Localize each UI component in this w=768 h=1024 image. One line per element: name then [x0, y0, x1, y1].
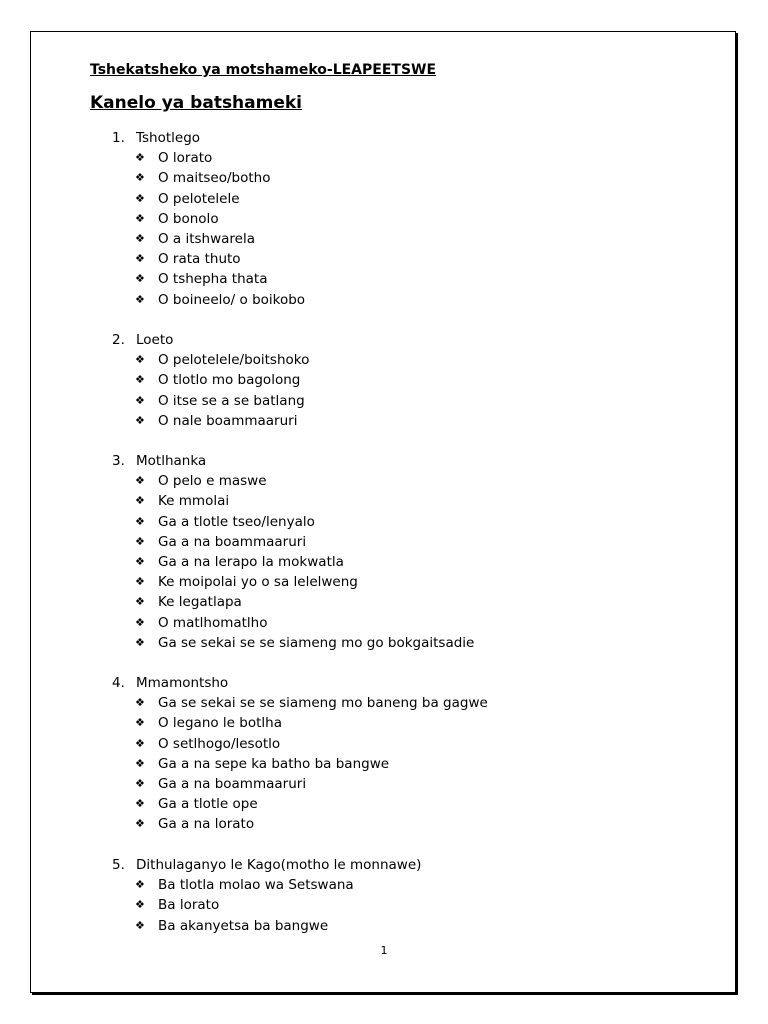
list-item	[112, 592, 474, 612]
diamond-bullet-icon: ❖	[135, 232, 145, 246]
diamond-bullet-icon: ❖	[135, 292, 145, 306]
list-item-text: Ke mmolai	[158, 493, 230, 510]
section-2	[112, 330, 309, 431]
list-item-text: O pelotelele/boitshoko	[158, 352, 310, 369]
diamond-bullet-icon: ❖	[135, 514, 145, 528]
diamond-bullet-icon: ❖	[135, 615, 145, 629]
list-item	[112, 895, 421, 915]
diamond-bullet-icon: ❖	[135, 272, 145, 286]
list-item	[112, 875, 421, 895]
section-title: Loeto	[136, 332, 174, 348]
list-item-text: O legano le botlha	[158, 715, 282, 732]
section-heading	[112, 451, 474, 471]
diamond-bullet-icon: ❖	[135, 191, 145, 205]
diamond-bullet-icon: ❖	[135, 635, 145, 649]
diamond-bullet-icon: ❖	[135, 817, 145, 831]
section-3	[112, 451, 474, 653]
list-item-text: O lorato	[158, 150, 213, 167]
list-item-text: Ga se sekai se se siameng mo baneng ba gagwe	[158, 695, 488, 712]
section-heading	[112, 330, 309, 350]
list-item-text: Ga a na boammaaruri	[158, 533, 307, 550]
list-item-text: Ba tlotla molao wa Setswana	[158, 877, 354, 894]
list-item	[112, 572, 474, 592]
list-item	[112, 350, 309, 370]
list-item	[112, 552, 474, 572]
diamond-bullet-icon: ❖	[135, 555, 145, 569]
list-item-text: O boineelo/ o boikobo	[158, 291, 306, 308]
diamond-bullet-icon: ❖	[135, 575, 145, 589]
list-item	[112, 693, 488, 713]
diamond-bullet-icon: ❖	[135, 898, 145, 912]
diamond-bullet-icon: ❖	[135, 777, 145, 791]
list-item-text: Ba akanyetsa ba bangwe	[158, 917, 329, 934]
diamond-bullet-icon: ❖	[135, 211, 145, 225]
list-item-text: O rata thuto	[158, 251, 241, 268]
list-item	[112, 916, 421, 936]
list-item-text: O pelo e maswe	[158, 473, 267, 490]
list-item	[112, 471, 474, 491]
list-item	[112, 168, 305, 188]
diamond-bullet-icon: ❖	[135, 373, 145, 387]
list-item-text: O tshepha thata	[158, 271, 268, 288]
section-number: 1.	[112, 130, 125, 146]
list-item	[112, 391, 309, 411]
section-4	[112, 673, 488, 835]
diamond-bullet-icon: ❖	[135, 413, 145, 427]
diamond-bullet-icon: ❖	[135, 393, 145, 407]
document-title: Tshekatsheko ya motshameko-LEAPEETSWE	[90, 62, 437, 78]
list-item	[112, 229, 305, 249]
section-heading	[112, 128, 305, 148]
diamond-bullet-icon: ❖	[135, 252, 145, 266]
list-item-text: O bonolo	[158, 210, 219, 227]
list-item	[112, 189, 305, 209]
list-item	[112, 754, 488, 774]
list-item-text: Ga a na sepe ka batho ba bangwe	[158, 755, 390, 772]
section-heading	[112, 855, 421, 875]
list-item-text: Ga a tlotle tseo/lenyalo	[158, 513, 315, 530]
diamond-bullet-icon: ❖	[135, 151, 145, 165]
list-item-text: Ba lorato	[158, 897, 220, 914]
list-item	[112, 269, 305, 289]
diamond-bullet-icon: ❖	[135, 474, 145, 488]
section-title: Dithulaganyo le Kago(motho le monnawe)	[136, 857, 422, 873]
list-item	[112, 491, 474, 511]
list-item-text: Ke moipolai yo o sa lelelweng	[158, 574, 358, 591]
diamond-bullet-icon: ❖	[135, 716, 145, 730]
list-item	[112, 512, 474, 532]
section-title: Tshotlego	[136, 130, 201, 146]
section-number: 4.	[112, 675, 125, 691]
list-item-text: O itse se a se batlang	[158, 392, 305, 409]
list-item-text: Ga a na boammaaruri	[158, 776, 307, 793]
list-item-text: O maitseo/botho	[158, 170, 271, 187]
list-item-text: O setlhogo/lesotlo	[158, 735, 281, 752]
section-number: 5.	[112, 857, 125, 873]
list-item	[112, 734, 488, 754]
list-item	[112, 290, 305, 310]
diamond-bullet-icon: ❖	[135, 595, 145, 609]
diamond-bullet-icon: ❖	[135, 918, 145, 932]
list-item	[112, 249, 305, 269]
list-item	[112, 794, 488, 814]
section-5	[112, 855, 421, 936]
list-item	[112, 613, 474, 633]
list-item-text: O pelotelele	[158, 190, 240, 207]
diamond-bullet-icon: ❖	[135, 756, 145, 770]
list-item-text: O tlotlo mo bagolong	[158, 372, 301, 389]
diamond-bullet-icon: ❖	[135, 534, 145, 548]
diamond-bullet-icon: ❖	[135, 494, 145, 508]
page-number: 1	[380, 944, 388, 957]
section-title: Motlhanka	[136, 453, 207, 469]
list-item	[112, 713, 488, 733]
section-title: Mmamontsho	[136, 675, 229, 691]
section-1	[112, 128, 305, 310]
list-item-text: O matlhomatlho	[158, 614, 268, 631]
list-item-text: O nale boammaaruri	[158, 412, 298, 429]
diamond-bullet-icon: ❖	[135, 797, 145, 811]
list-item	[112, 411, 309, 431]
list-item	[112, 774, 488, 794]
document-subtitle: Kanelo ya batshameki	[90, 93, 303, 113]
diamond-bullet-icon: ❖	[135, 696, 145, 710]
list-item	[112, 148, 305, 168]
list-item	[112, 209, 305, 229]
list-item-text: O a itshwarela	[158, 231, 256, 248]
diamond-bullet-icon: ❖	[135, 736, 145, 750]
list-item	[112, 814, 488, 834]
list-item-text: Ga a tlotle ope	[158, 796, 258, 813]
section-number: 2.	[112, 332, 125, 348]
list-item	[112, 370, 309, 390]
list-item	[112, 633, 474, 653]
diamond-bullet-icon: ❖	[135, 353, 145, 367]
list-item	[112, 532, 474, 552]
list-item-text: Ga a na lerapo la mokwatla	[158, 554, 344, 571]
list-item-text: Ga a na lorato	[158, 816, 255, 833]
list-item-text: Ga se sekai se se siameng mo go bokgaitsadie	[158, 634, 475, 651]
list-item-text: Ke legatlapa	[158, 594, 242, 611]
diamond-bullet-icon: ❖	[135, 171, 145, 185]
diamond-bullet-icon: ❖	[135, 878, 145, 892]
section-number: 3.	[112, 453, 125, 469]
section-heading	[112, 673, 488, 693]
